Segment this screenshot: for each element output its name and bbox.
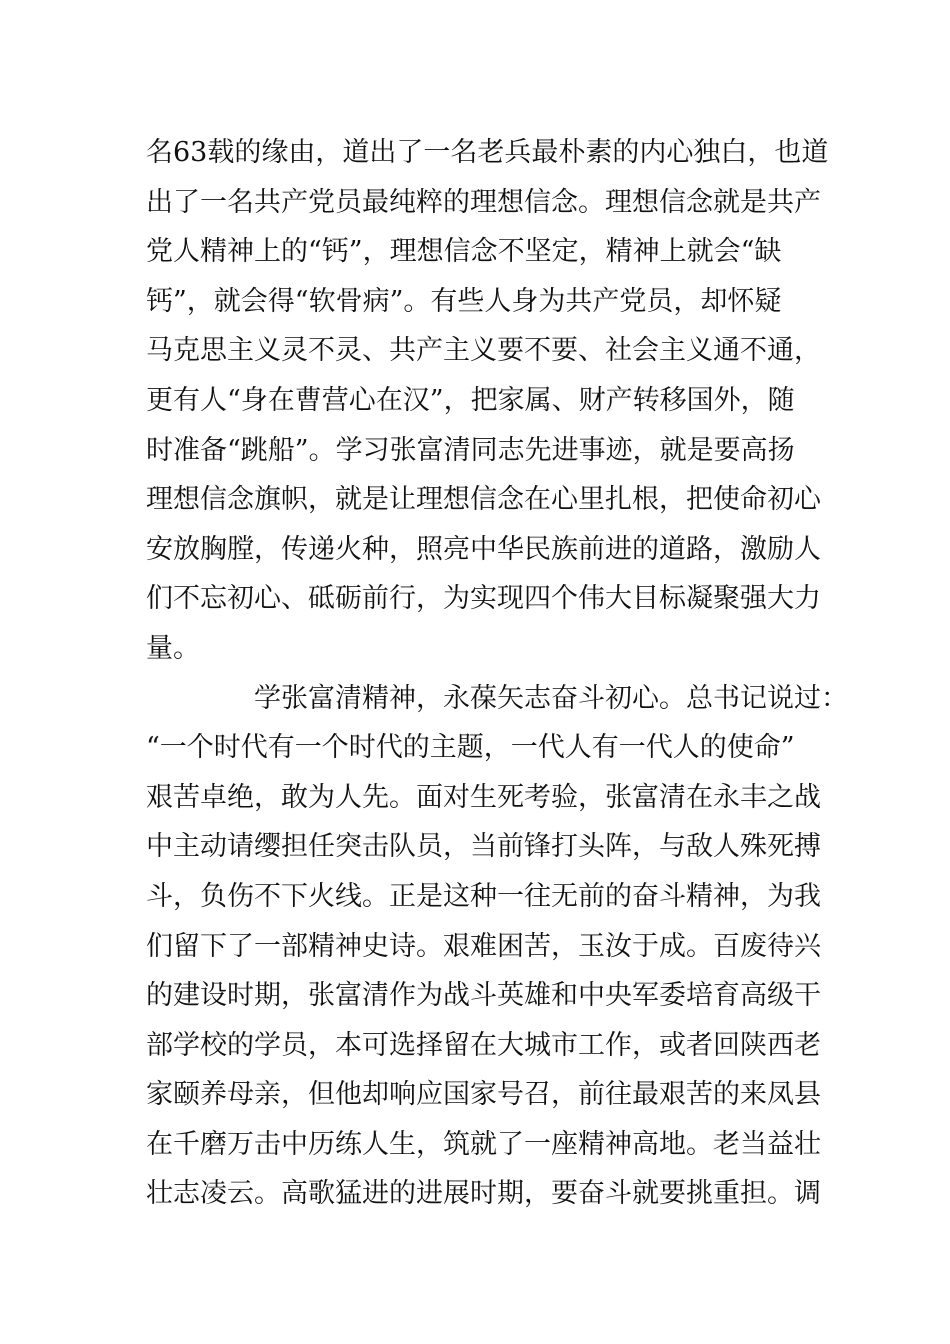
text-line: 钙”，就会得“软骨病”。有些人身为共产党员，却怀疑 (146, 285, 782, 317)
text-line: 党人精神上的“钙”，理想信念不坚定，精神上就会“缺 (146, 236, 782, 268)
text-line: 们不忘初心、砥砺前行，为实现四个伟大目标凝聚强大力 (146, 583, 821, 615)
text-line: 更有人“身在曹营心在汉”，把家属、财产转移国外，随 (146, 384, 795, 416)
text-line: 壮志凌云。高歌猛进的进展时期，要奋斗就要挑重担。调 (146, 1178, 821, 1210)
text-line: 们留下了一部精神史诗。艰难困苦，玉汝于成。百废待兴 (146, 930, 821, 962)
text-line: 马克思主义灵不灵、共产主义要不要、社会主义通不通， (146, 335, 821, 367)
text-line: 安放胸膛，传递火种，照亮中华民族前进的道路，激励人 (146, 533, 821, 565)
text-line: 中主动请缨担任突击队员，当前锋打头阵，与敌人殊死搏 (146, 831, 821, 863)
text-line: “一个时代有一个时代的主题，一代人有一代人的使命” (146, 732, 795, 764)
text-line: 时准备“跳船”。学习张富清同志先进事迹，就是要高扬 (146, 434, 795, 466)
text-line: 斗，负伤不下火线。正是这种一往无前的奋斗精神，为我 (146, 880, 821, 912)
text-line: 量。 (146, 632, 200, 664)
text-line: 艰苦卓绝，敢为人先。面对生死考验，张富清在永丰之战 (146, 781, 821, 813)
text-line: 部学校的学员，本可选择留在大城市工作，或者回陕西老 (146, 1029, 821, 1061)
paragraph-first-line: 学张富清精神，永葆矢志奋斗初心。总书记说过： (254, 682, 848, 714)
body-text (146, 128, 846, 1219)
text-line: 在千磨万击中历练人生，筑就了一座精神高地。老当益壮 (146, 1128, 821, 1160)
text-line: 名63载的缘由，道出了一名老兵最朴素的内心独白，也道 (146, 137, 829, 168)
text-line: 的建设时期，张富清作为战斗英雄和中央军委培育高级干 (146, 980, 821, 1012)
text-line: 家颐养母亲，但他却响应国家号召，前往最艰苦的来凤县 (146, 1079, 821, 1111)
text-line: 出了一名共产党员最纯粹的理想信念。理想信念就是共产 (146, 186, 821, 218)
text-line: 理想信念旗帜，就是让理想信念在心里扎根，把使命初心 (146, 484, 821, 516)
